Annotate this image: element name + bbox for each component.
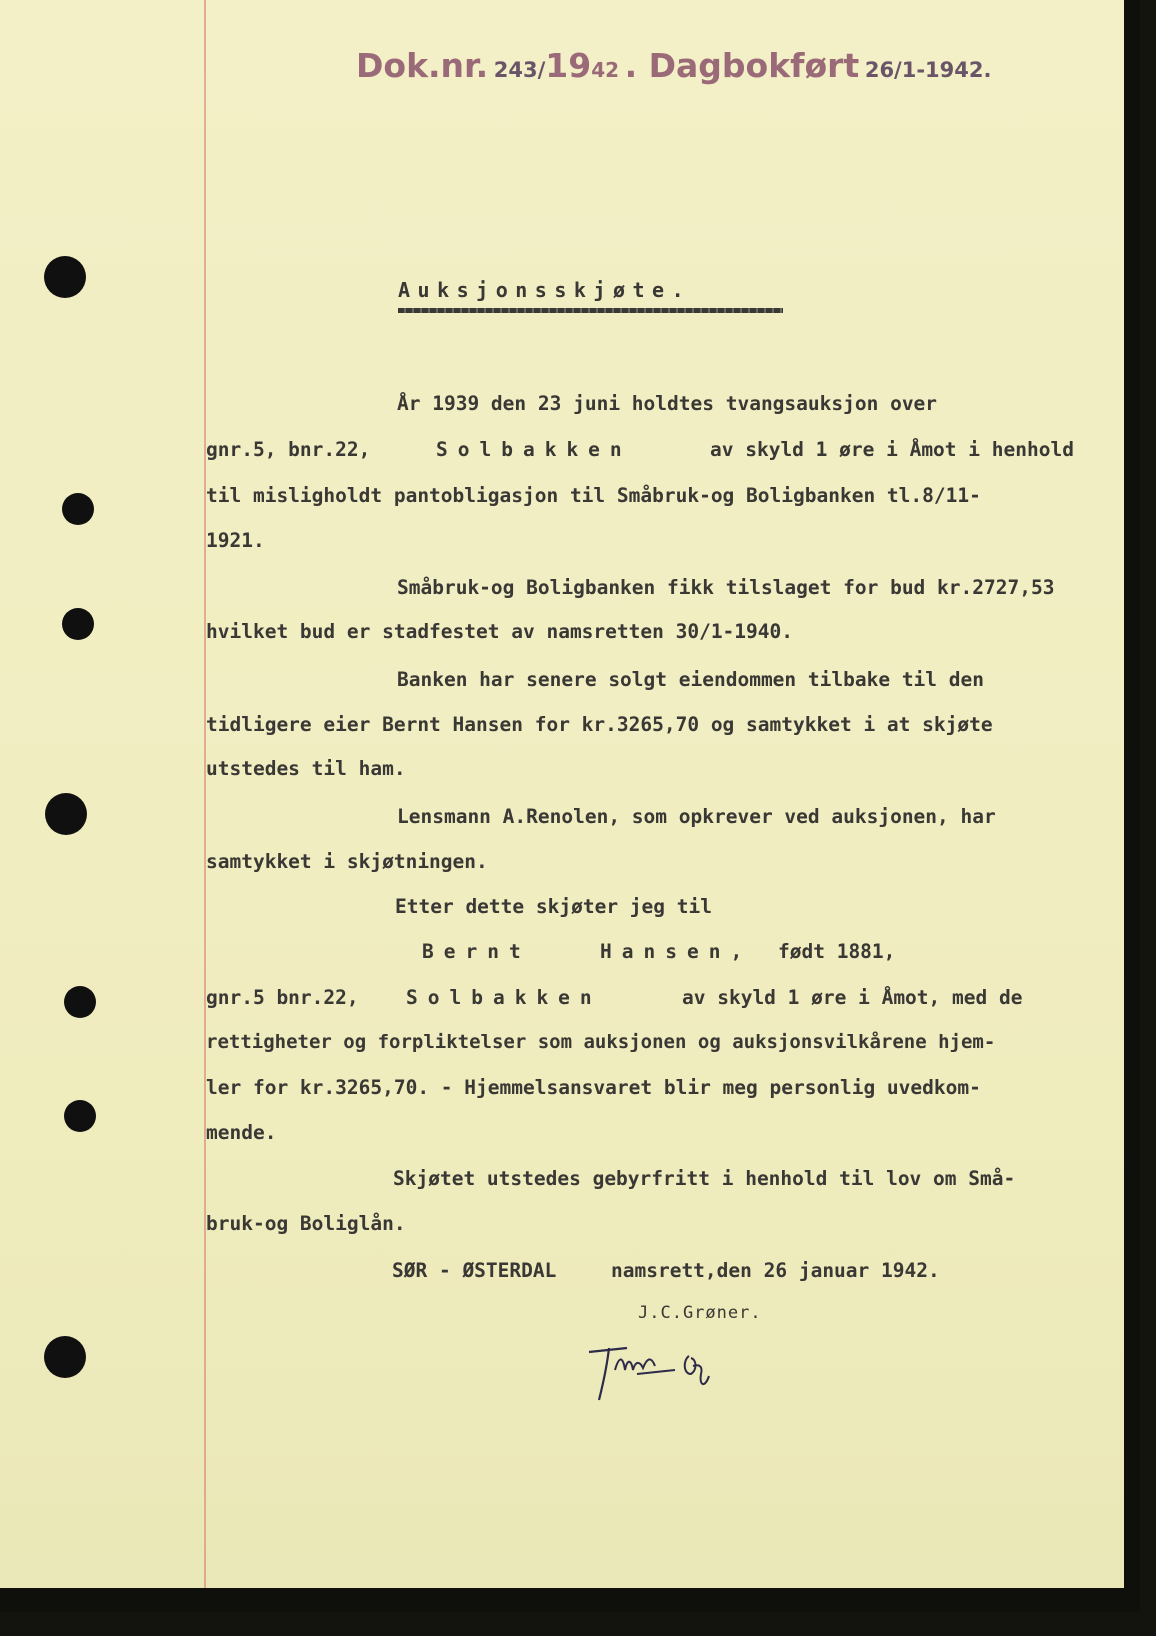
punch-hole <box>64 1100 96 1132</box>
stamp-year: 19 <box>545 46 592 85</box>
text-line: født 1881, <box>778 940 896 963</box>
text-line: Småbruk-og Boligbanken fikk tilslaget for bud kr.2727,53 <box>397 576 1055 599</box>
text-line: utstedes til ham. <box>206 757 406 780</box>
stamp-prefix: Dok.nr. <box>356 46 489 85</box>
text-line: 1921. <box>206 529 265 552</box>
scan-edge <box>1124 0 1140 1612</box>
text-line: Etter dette skjøter jeg til <box>395 895 712 918</box>
text-line: tidligere eier Bernt Hansen for kr.3265,70 og samtykket i at skjøte <box>206 713 993 736</box>
title-underline <box>398 308 783 313</box>
text-line: År 1939 den 23 juni holdtes tvangsauksjon over <box>397 392 938 415</box>
stamp-year-tail: 42 <box>591 58 620 82</box>
buyer-first-name: Bernt <box>422 940 531 963</box>
punch-hole <box>64 986 96 1018</box>
buyer-last-name: Hansen, <box>600 940 753 963</box>
text-line: hvilket bud er stadfestet av namsretten 30/1-1940. <box>206 620 793 643</box>
property-name: Solbakken <box>406 986 602 1009</box>
text-line: Banken har senere solgt eiendommen tilbake til den <box>397 668 984 691</box>
text-line: mende. <box>206 1121 277 1144</box>
registration-stamp <box>356 46 991 85</box>
text-line: gnr.5 bnr.22, <box>206 986 359 1009</box>
stamp-dagbokfort: . Dagbokført <box>624 46 860 85</box>
text-line: bruk-og Boliglån. <box>206 1212 406 1235</box>
text-line: samtykket i skjøtningen. <box>206 850 488 873</box>
text-line: gnr.5, bnr.22, <box>206 438 371 461</box>
document-number: 243/ <box>493 58 546 82</box>
punch-hole <box>44 1336 86 1378</box>
punch-hole <box>45 793 87 835</box>
scan-edge <box>0 1588 1140 1612</box>
handwritten-signature <box>585 1330 745 1410</box>
punch-hole <box>44 256 86 298</box>
text-line: ler for kr.3265,70. - Hjemmelsansvaret blir meg personlig uvedkom- <box>206 1076 981 1099</box>
court-name: SØR - ØSTERDAL <box>392 1259 557 1282</box>
property-name: Solbakken <box>436 438 632 461</box>
punch-hole <box>62 608 94 640</box>
text-line: namsrett,den 26 januar 1942. <box>611 1259 940 1282</box>
text-line: til misligholdt pantobligasjon til Småbruk-og Boligbanken tl.8/11- <box>206 484 981 507</box>
stamp-date: 26/1-1942. <box>864 58 992 82</box>
margin-line <box>204 0 206 1612</box>
punch-hole <box>62 493 94 525</box>
text-line: Skjøtet utstedes gebyrfritt i henhold til lov om Små- <box>393 1167 1016 1190</box>
text-line: rettigheter og forpliktelser som auksjonen og auksjonsvilkårene hjem- <box>206 1031 996 1053</box>
text-line: av skyld 1 øre i Åmot i henhold <box>710 438 1074 461</box>
text-line: av skyld 1 øre i Åmot, med de <box>682 986 1023 1009</box>
text-line: Lensmann A.Renolen, som opkrever ved auksjonen, har <box>397 805 996 828</box>
document-title: Auksjonsskjøte. <box>398 278 692 302</box>
judge-name: J.C.Grøner. <box>638 1303 762 1323</box>
